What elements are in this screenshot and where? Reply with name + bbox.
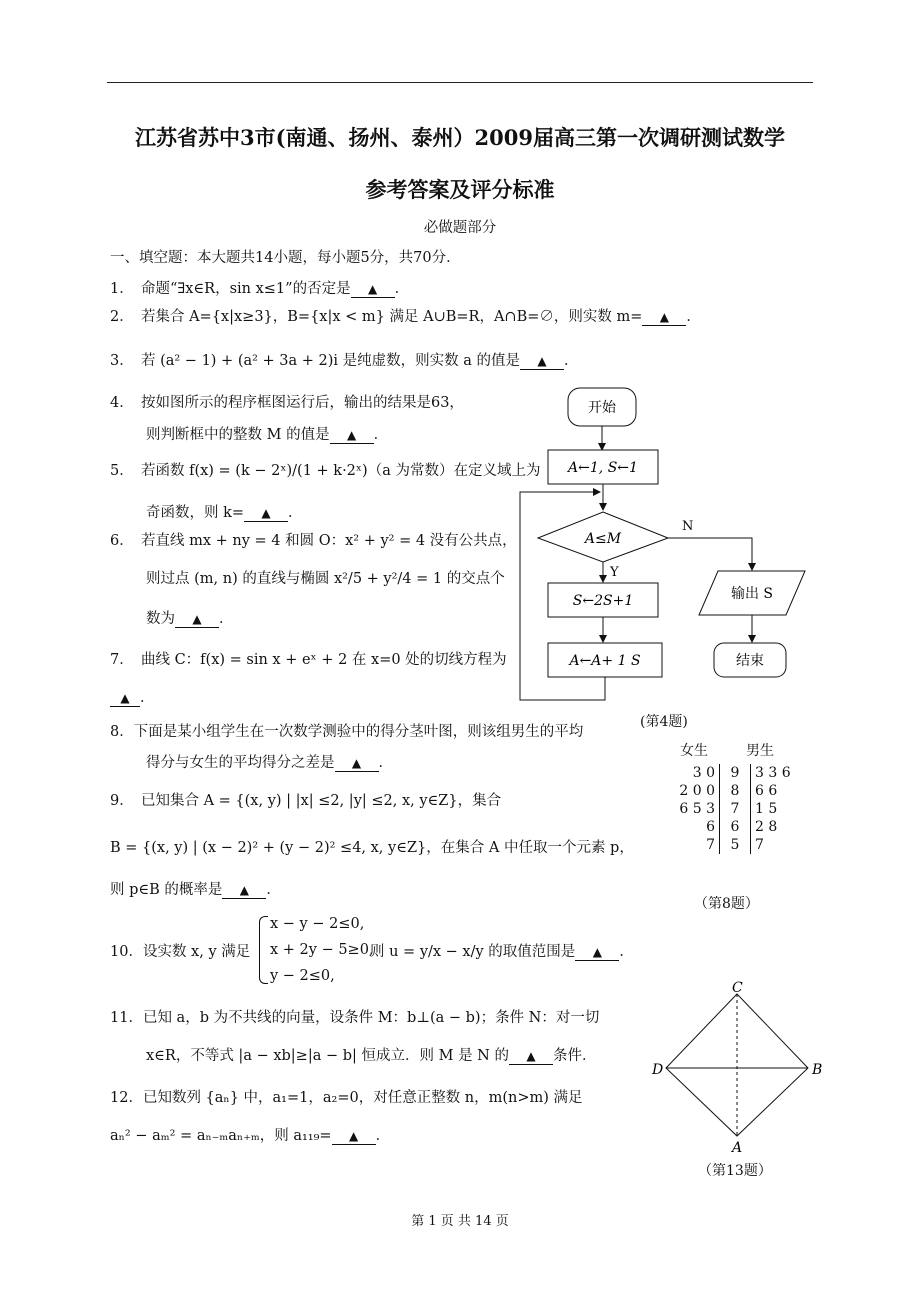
question-10: 10．设实数 x, y 满足 — [110, 944, 251, 960]
question-9-end: 则 p∈B 的概率是 ▲ ． — [110, 882, 281, 898]
leaf-right: 6 6 — [755, 783, 778, 799]
end-label: 结束 — [736, 653, 764, 669]
stemleaf-right-header: 男生 — [746, 743, 774, 759]
start-label: 开始 — [588, 400, 616, 416]
question-5-cont: 奇函数，则 k= ▲ ． — [146, 505, 303, 521]
question-12-cont: aₙ² − aₘ² = aₙ₋ₘaₙ₊ₘ，则 a₁₁₉= ▲ ． — [110, 1128, 391, 1144]
stem: 5 — [720, 836, 751, 854]
question-8: 8．下面是某小组学生在一次数学测验中的得分茎叶图，则该组男生的平均 — [110, 724, 584, 740]
question-6-cont: 则过点 (m, n) 的直线与椭圆 x²/5 + y²/4 = 1 的交点个 — [146, 571, 505, 587]
question-12: 12．已知数列 {aₙ} 中，a₁=1，a₂=0，对任意正整数 n，m(n>m) 满足 — [110, 1090, 583, 1106]
brace — [259, 916, 268, 984]
constraint-2: x + 2y − 5≥0, — [270, 942, 374, 958]
leaf-left: 2 0 0 — [679, 783, 715, 799]
yes-label: Y — [610, 565, 619, 580]
question-4: 4． 按如图所示的程序框图运行后，输出的结果是63， — [110, 395, 464, 411]
flowchart — [510, 380, 810, 725]
stemleaf-row — [665, 782, 809, 800]
question-4-cont: 则判断框中的整数 M 的值是 ▲ ． — [146, 427, 389, 443]
stem: 6 — [720, 818, 751, 836]
question-10-cont: 则 u = y/x − x/y 的取值范围是 ▲ ． — [370, 944, 634, 960]
no-label: N — [682, 519, 694, 534]
question-2: 2． 若集合 A={x|x≥3}，B={x|x < m} 满足 A∪B=R，A∩B=∅，则实数 m= ▲ ． — [110, 309, 701, 325]
stemleaf-table — [665, 764, 809, 854]
vertex-b: B — [812, 1062, 823, 1078]
leaf-left: 3 0 — [692, 765, 715, 781]
leaf-right: 7 — [755, 837, 764, 853]
constraint-1: x − y − 2≤0, — [270, 916, 365, 932]
stemleaf-left-header: 女生 — [680, 743, 708, 759]
top-rule — [107, 82, 813, 83]
init-label: A←1, S←1 — [568, 460, 638, 476]
page-subtitle: 参考答案及评分标准 — [365, 177, 555, 202]
stemleaf-row — [665, 818, 809, 836]
vertex-a: A — [732, 1140, 743, 1156]
figure-13-caption: （第13题） — [698, 1163, 772, 1179]
output-label: 输出 S — [730, 586, 774, 602]
leaf-right: 1 5 — [755, 801, 778, 817]
step1-label: S←2S+1 — [572, 593, 634, 609]
stem: 7 — [720, 800, 751, 818]
stemleaf-row — [665, 836, 809, 854]
question-6: 6． 若直线 mx + ny = 4 和圆 O：x² + y² = 4 没有公共点， — [110, 533, 517, 549]
question-5: 5． 若函数 f(x) = (k − 2ˣ)/(1 + k·2ˣ)（a 为常数）在定义域上为 — [110, 463, 541, 479]
figure-8-caption: （第8题） — [694, 896, 759, 912]
stem: 8 — [720, 782, 751, 800]
figure-4-caption: (第4题) — [640, 714, 688, 730]
question-7-cont: ▲ ． — [110, 688, 155, 708]
vertex-d: D — [652, 1062, 664, 1078]
page-title: 江苏省苏中3市(南通、扬州、泰州）2009届高三第一次调研测试数学 — [135, 125, 785, 150]
question-9-cont: B = {(x, y) | (x − 2)² + (y − 2)² ≤4, x, y∈Z}，在集合 A 中任取一个元素 p， — [110, 840, 634, 856]
leaf-right: 2 8 — [755, 819, 778, 835]
figure-13 — [648, 980, 828, 1156]
leaf-right: 3 3 6 — [755, 765, 791, 781]
step2-label: A←A+ 1 S — [569, 653, 641, 669]
page-footer: 第 1 页 共 14 页 — [411, 1214, 509, 1229]
leaf-left: 6 5 3 — [679, 801, 715, 817]
leaf-left: 7 — [706, 837, 715, 853]
stemleaf-row — [665, 764, 809, 782]
question-7: 7． 曲线 C：f(x) = sin x + eˣ + 2 在 x=0 处的切线方程为 — [110, 652, 507, 668]
section-label: 必做题部分 — [423, 220, 497, 236]
leaf-left: 6 — [706, 819, 715, 835]
question-11-cont: x∈R，不等式 |a − xb|≥|a − b| 恒成立．则 M 是 N 的 ▲ 条件． — [146, 1048, 597, 1064]
question-1: 1． 命题“∃x∈R，sin x≤1”的否定是 ▲ ． — [110, 281, 410, 297]
question-3: 3． 若 (a² − 1) + (a² + 3a + 2)i 是纯虚数，则实数 a 的值是 ▲ ． — [110, 353, 579, 369]
question-8-cont: 得分与女生的平均得分之差是 ▲ ． — [146, 755, 393, 771]
stemleaf-row — [665, 800, 809, 818]
section-heading: 一、填空题：本大题共14小题，每小题5分，共70分． — [110, 250, 461, 266]
question-6-end: 数为 ▲ ． — [146, 611, 234, 627]
stem: 9 — [720, 764, 751, 782]
vertex-c: C — [732, 980, 743, 996]
question-11: 11．已知 a，b 为不共线的向量，设条件 M：b⊥(a − b)；条件 N：对一切 — [110, 1010, 600, 1026]
decision-label: A≤M — [584, 531, 622, 547]
question-9: 9． 已知集合 A = {(x, y) | |x| ≤2, |y| ≤2, x, y∈Z}，集合 — [110, 793, 502, 809]
constraint-3: y − 2≤0, — [270, 968, 335, 984]
